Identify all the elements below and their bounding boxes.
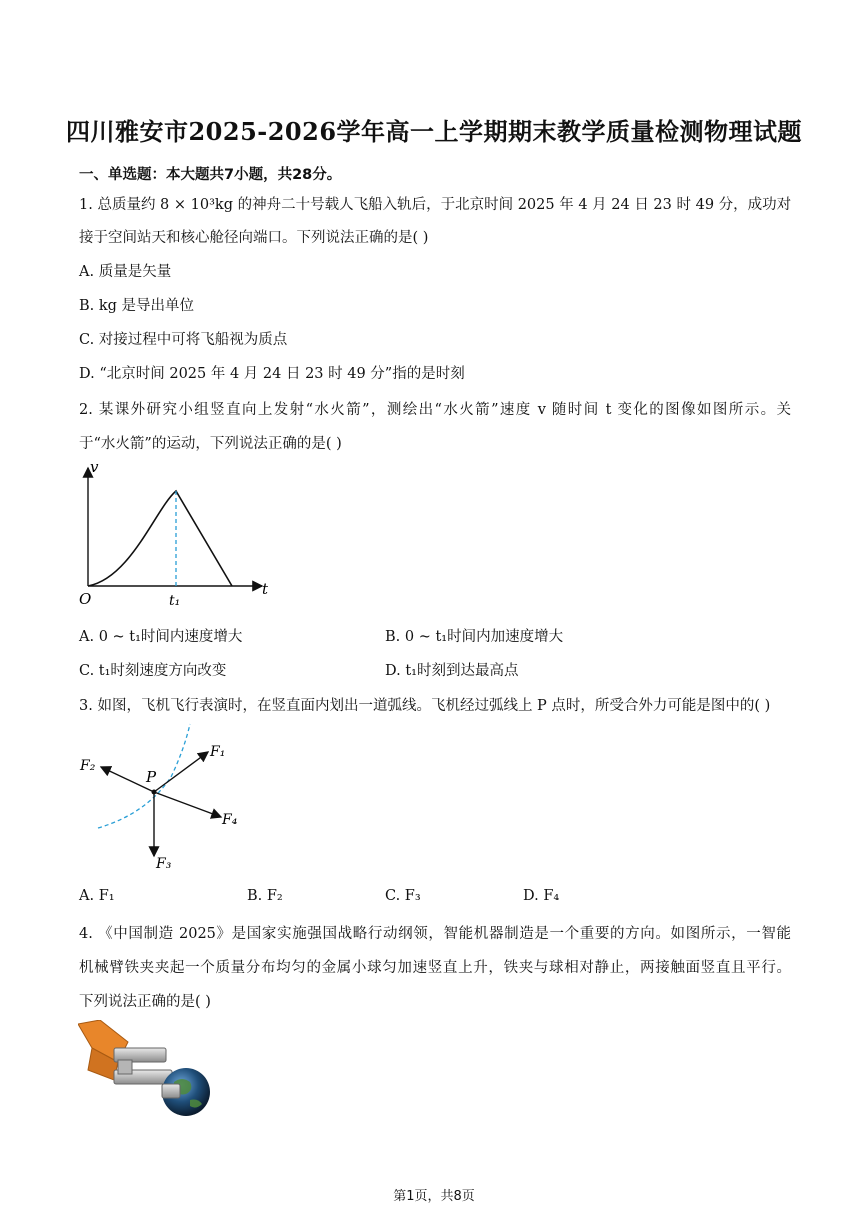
q1-option-b: B. kg 是导出单位 [79,298,195,314]
f3-label: F₃ [156,856,172,872]
section-heading: 一、单选题：本大题共7小题，共28分。 [79,167,342,183]
origin-label: O [79,590,92,608]
force-f4-arrow [154,792,221,817]
q4-stem-line1: 4. 《中国制造 2025》是国家实施强国战略行动纲领，智能机器制造是一个重要的方向。如图所示，一智能 [79,926,791,942]
q1-option-c: C. 对接过程中可将飞船视为质点 [79,332,288,348]
q1-option-a: A. 质量是矢量 [79,264,172,280]
q2-option-a: A. 0 ~ t₁时间内速度增大 [79,629,243,645]
page-footer: 第1页，共8页 [393,1189,475,1204]
q2-option-c: C. t₁时刻速度方向改变 [79,663,227,679]
q1-stem-line1: 1. 总质量约 8 × 10³kg 的神舟二十号载人飞船入轨后，于北京时间 2025 年 4 月 24 日 23 时 49 分，成功对 [79,197,792,213]
q2-option-b: B. 0 ~ t₁时间内加速度增大 [385,629,564,645]
page-title: 四川雅安市2025-2026学年高一上学期期末教学质量检测物理试题 [65,117,803,146]
q3-option-c: C. F₃ [385,888,421,904]
f2-label: F₂ [80,758,96,774]
robot-arm-clamp-image [78,1020,214,1118]
q3-force-diagram [76,722,256,872]
q2-vt-graph [76,458,276,612]
clamp-body [118,1060,132,1074]
force-f1-arrow [154,752,208,792]
q1-option-d: D. “北京时间 2025 年 4 月 24 日 23 时 49 分”指的是时刻 [79,366,465,382]
f4-label: F₄ [222,812,238,828]
q2-stem-line2: 于“水火箭”的运动，下列说法正确的是( ) [79,436,342,452]
q4-stem-line3: 下列说法正确的是( ) [79,994,211,1010]
q4-stem-line2: 机械臂铁夹夹起一个质量分布均匀的金属小球匀加速竖直上升，铁夹与球相对静止，两接触面竖直且平行。 [79,960,791,976]
v-label: v [90,458,99,476]
q2-option-d: D. t₁时刻到达最高点 [385,663,519,679]
q3-stem-line1: 3. 如图，飞机飞行表演时，在竖直面内划出一道弧线。飞机经过弧线上 P 点时，所受合外力可能是图中的( ) [79,698,771,714]
t1-label: t₁ [169,593,181,609]
clamp-tip [162,1084,180,1098]
q3-option-a: A. F₁ [79,888,115,904]
f1-label: F₁ [210,744,226,760]
q3-option-d: D. F₄ [523,888,560,904]
q3-option-b: B. F₂ [247,888,283,904]
t-label: t [262,580,269,598]
q1-stem-line2: 接于空间站天和核心舱径向端口。下列说法正确的是( ) [79,230,429,246]
p-label: P [146,768,157,786]
q2-stem-line1: 2. 某课外研究小组竖直向上发射“水火箭”，测绘出“水火箭”速度 v 随时间 t 变化的图像如图所示。关 [79,402,791,418]
velocity-curve [88,491,232,586]
